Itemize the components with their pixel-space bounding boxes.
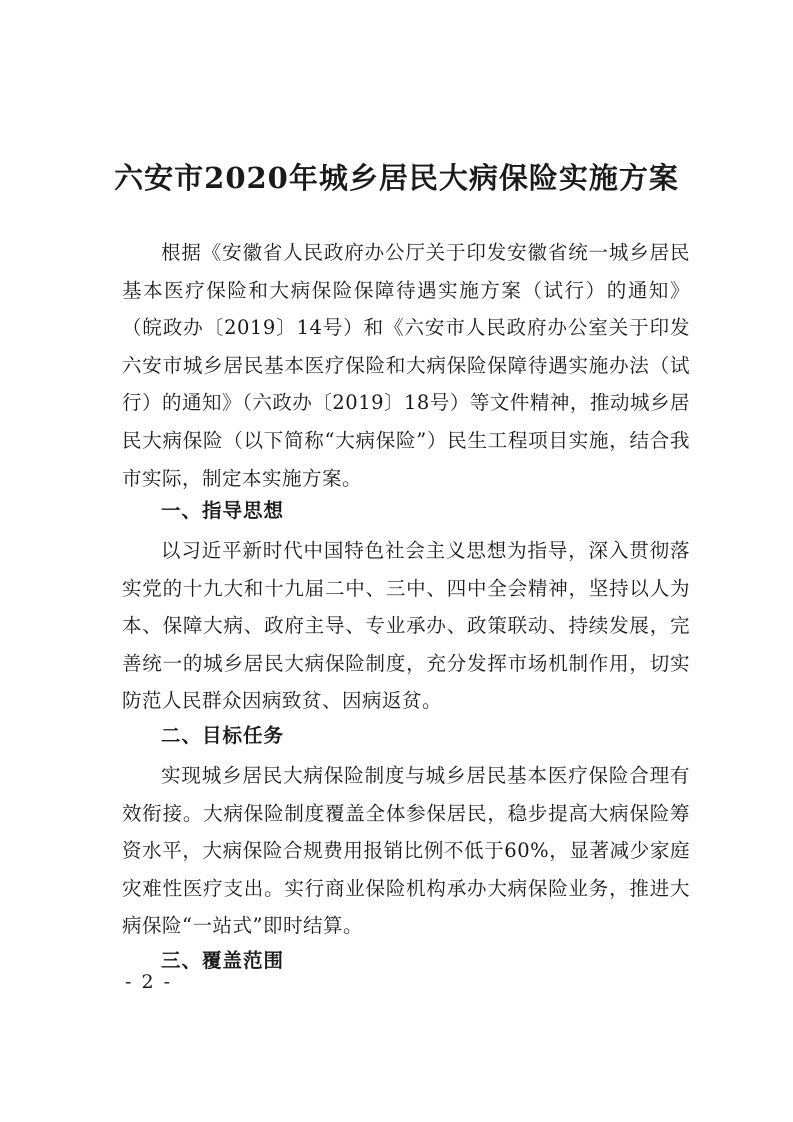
section-body-1: 以习近平新时代中国特色社会主义思想为指导，深入贯彻落实党的十九大和十九届二中、三中、四中全会精神，坚持以人为本、保障大病、政府主导、专业承办、政策联动、持续发展，完善统一的城乡居民大病保险制度，充分发挥市场机制作用，切实防范人民群众因病致贫、因病返贫。 xyxy=(122,539,690,713)
section-heading-3: 三、覆盖范围 xyxy=(161,949,285,972)
section-body-2: 实现城乡居民大病保险制度与城乡居民基本医疗保险合理有效衔接。大病保险制度覆盖全体参保居民，稳步提高大病保险筹资水平，大病保险合规费用报销比例不低于60%，显著减少家庭灾难性医疗支出。实行商业保险机构承办大病保险业务，推进大病保险“一站式”即时结算。 xyxy=(122,764,690,938)
page-number: - 2 - xyxy=(125,971,173,993)
section-heading-1: 一、指导思想 xyxy=(161,499,285,522)
section-heading-2: 二、目标任务 xyxy=(161,724,285,747)
intro-paragraph: 根据《安徽省人民政府办公厅关于印发安徽省统一城乡居民基本医疗保险和大病保险保障待遇实施方案（试行）的通知》（皖政办〔2019〕14号）和《六安市人民政府办公室关于印发六安市城乡居民基本医疗保险和大病保险保障待遇实施办法（试行）的通知》（六政办〔2019〕18号）等文件精神，推动城乡居民大病保险（以下简称“大病保险”）民生工程项目实施，结合我市实际，制定本实施方案。 xyxy=(122,241,690,490)
document-title: 六安市2020年城乡居民大病保险实施方案 xyxy=(114,161,679,195)
